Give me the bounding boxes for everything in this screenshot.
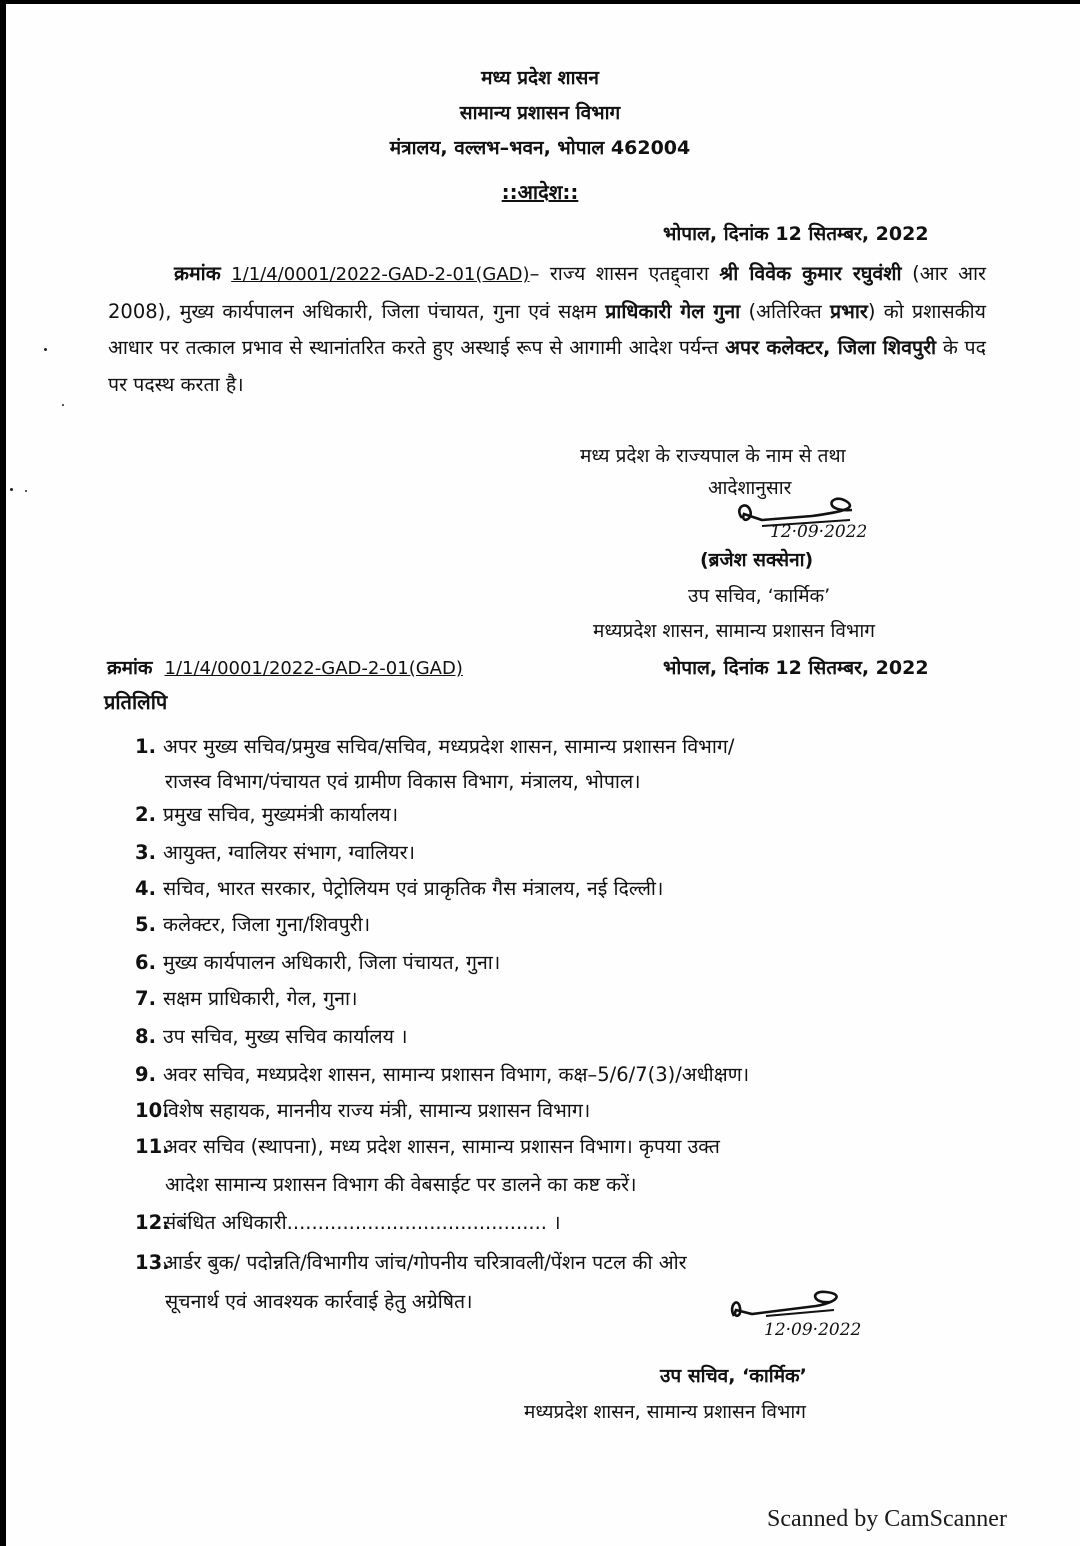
copy-place-date: भोपाल, दिनांक 12 सितम्बर, 2022 [663,657,929,679]
copy-list-item-continuation [165,1170,637,1197]
copy-list-item-text: सक्षम प्राधिकारी, गेल, गुना। [163,987,358,1010]
copy-list-item-number: 4. [135,877,156,900]
header-state-government: मध्य प्रदेश शासन [481,67,599,89]
copy-list-item-number: 12. [135,1211,170,1234]
copy-list-item-number: 5. [135,913,156,936]
copy-list-item-text: अपर मुख्य सचिव/प्रमुख सचिव/सचिव, मध्यप्रदेश शासन, सामान्य प्रशासन विभाग/ [163,735,735,758]
order-body-segment: – राज्य शासन एतद्द्वारा [529,262,720,285]
order-body [108,256,986,403]
copy-list-item [135,838,415,865]
camscanner-watermark: Scanned by CamScanner [767,1506,1007,1532]
order-body-segment: के पद पर पदस्थ करता है। [108,336,986,396]
copy-list-item-text: आर्डर बुक/ पदोन्नति/विभागीय जांच/गोपनीय चरित्रावली/पेंशन पटल की ओर [163,1251,687,1274]
order-title: ::आदेश:: [501,180,579,204]
copy-heading: प्रतिलिपि [104,690,168,714]
scan-border-top [0,0,1080,4]
copy-list-item [135,1060,749,1087]
copy-list-item-text: अवर सचिव (स्थापना), मध्य प्रदेश शासन, सामान्य प्रशासन विभाग। कृपया उक्त [163,1135,720,1158]
copy-list-item [135,984,358,1011]
copy-list-item [135,1248,687,1275]
copy-list-item [135,910,370,937]
copy-list-item-continuation [165,767,641,794]
copy-list-item-text: कलेक्टर, जिला गुना/शिवपुरी। [163,913,371,936]
order-number: 1/1/4/0001/2022-GAD-2-01(GAD) [231,264,530,285]
scan-speck [62,404,64,406]
copy-list-item [135,948,500,975]
copy-list-item-text: आदेश सामान्य प्रशासन विभाग की वेबसाईट पर डालने का कष्ट करें। [165,1173,637,1196]
copy-list-item-text: सचिव, भारत सरकार, पेट्रोलियम एवं प्राकृतिक गैस मंत्रालय, नई दिल्ली। [163,877,664,900]
copy-list-item-number: 11. [135,1135,170,1158]
signatory-designation: उप सचिव, ‘कार्मिक’ [688,585,831,607]
order-body-emphasis: श्री विवेक कुमार रघुवंशी [719,262,902,285]
copy-list-item [135,732,734,759]
copy-list-item-text: अवर सचिव, मध्यप्रदेश शासन, सामान्य प्रशासन विभाग, कक्ष–5/6/7(3)/अधीक्षण। [163,1063,750,1086]
copy-list-item-text: सूचनार्थ एवं आवश्यक कार्रवाई हेतु अग्रेषित। [165,1290,473,1313]
copy-number: 1/1/4/0001/2022-GAD-2-01(GAD) [164,658,463,679]
copy-list-item-number: 2. [135,803,156,826]
copy-list-item [135,1132,720,1159]
order-number-label: क्रमांक [174,262,221,285]
header-department: सामान्य प्रशासन विभाग [459,102,621,124]
order-body-emphasis: प्रभार [830,299,868,323]
copy-list-item-text: मुख्य कार्यपालन अधिकारी, जिला पंचायत, गुना। [163,951,501,974]
signature-1-date: 12·09·2022 [770,522,868,542]
signatory-2-designation: उप सचिव, ‘कार्मिक’ [660,1365,807,1387]
copy-list-item [135,874,663,901]
order-by-line: आदेशानुसार [708,477,792,499]
scan-border-left [0,0,6,1546]
signatory-department: मध्यप्रदेश शासन, सामान्य प्रशासन विभाग [593,620,875,642]
order-body-segment: ) को प्रशासकीय आधार पर तत्काल प्रभाव से स्थानांतरित करते हुए अस्थाई रूप से आगामी आदेश पर्यन्त [108,299,986,359]
copy-list-item-number: 6. [135,951,156,974]
copy-list-item-number: 1. [135,735,156,758]
copy-list-item-number: 3. [135,841,156,864]
copy-list-item-text: विशेष सहायक, माननीय राज्य मंत्री, सामान्य प्रशासन विभाग। [163,1099,591,1122]
signature-2-date: 12·09·2022 [764,1320,862,1340]
copy-list-item-text: आयुक्त, ग्वालियर संभाग, ग्वालियर। [163,841,415,864]
copy-list-item [135,1096,590,1123]
copy-list-item-text: संबंधित अधिकारी.......................................... । [163,1211,561,1234]
order-body-segment: (अतिरिक्त [740,299,831,323]
order-body-segment: (आर आर 2008), मुख्य कार्यपालन अधिकारी, जिला पंचायत, गुना एवं सक्षम [108,262,987,323]
copy-list-item-text: प्रमुख सचिव, मुख्यमंत्री कार्यालय। [163,803,399,826]
scan-speck [25,490,27,492]
copy-list-item [135,800,398,827]
order-body-emphasis: अपर कलेक्टर, जिला शिवपुरी [725,336,937,359]
copy-number-label: क्रमांक [107,657,153,679]
header-address: मंत्रालय, वल्लभ–भवन, भोपाल 462004 [389,137,691,159]
copy-list-item-number: 9. [135,1063,156,1086]
copy-list-item-text: राजस्व विभाग/पंचायत एवं ग्रामीण विकास विभाग, मंत्रालय, भोपाल। [165,770,641,793]
copy-number-line [107,654,463,680]
copy-list-item-number: 13. [135,1251,170,1274]
copy-list-item-number: 10. [135,1099,170,1122]
copy-list-item [135,1208,561,1235]
copy-list-item [135,1022,408,1049]
signatory-name: (ब्रजेश सक्सेना) [700,549,814,571]
order-place-date: भोपाल, दिनांक 12 सितम्बर, 2022 [663,223,929,245]
copy-list-item-number: 7. [135,987,156,1010]
scan-speck [44,348,47,351]
order-body-emphasis: प्राधिकारी गेल गुना [605,299,741,323]
copy-list-item-number: 8. [135,1025,156,1048]
scan-speck [10,488,13,491]
copy-list-item-continuation [165,1287,473,1314]
governor-order-line: मध्य प्रदेश के राज्यपाल के नाम से तथा [580,445,846,467]
signatory-2-department: मध्यप्रदेश शासन, सामान्य प्रशासन विभाग [524,1401,806,1423]
copy-list-item-text: उप सचिव, मुख्य सचिव कार्यालय । [163,1025,408,1048]
